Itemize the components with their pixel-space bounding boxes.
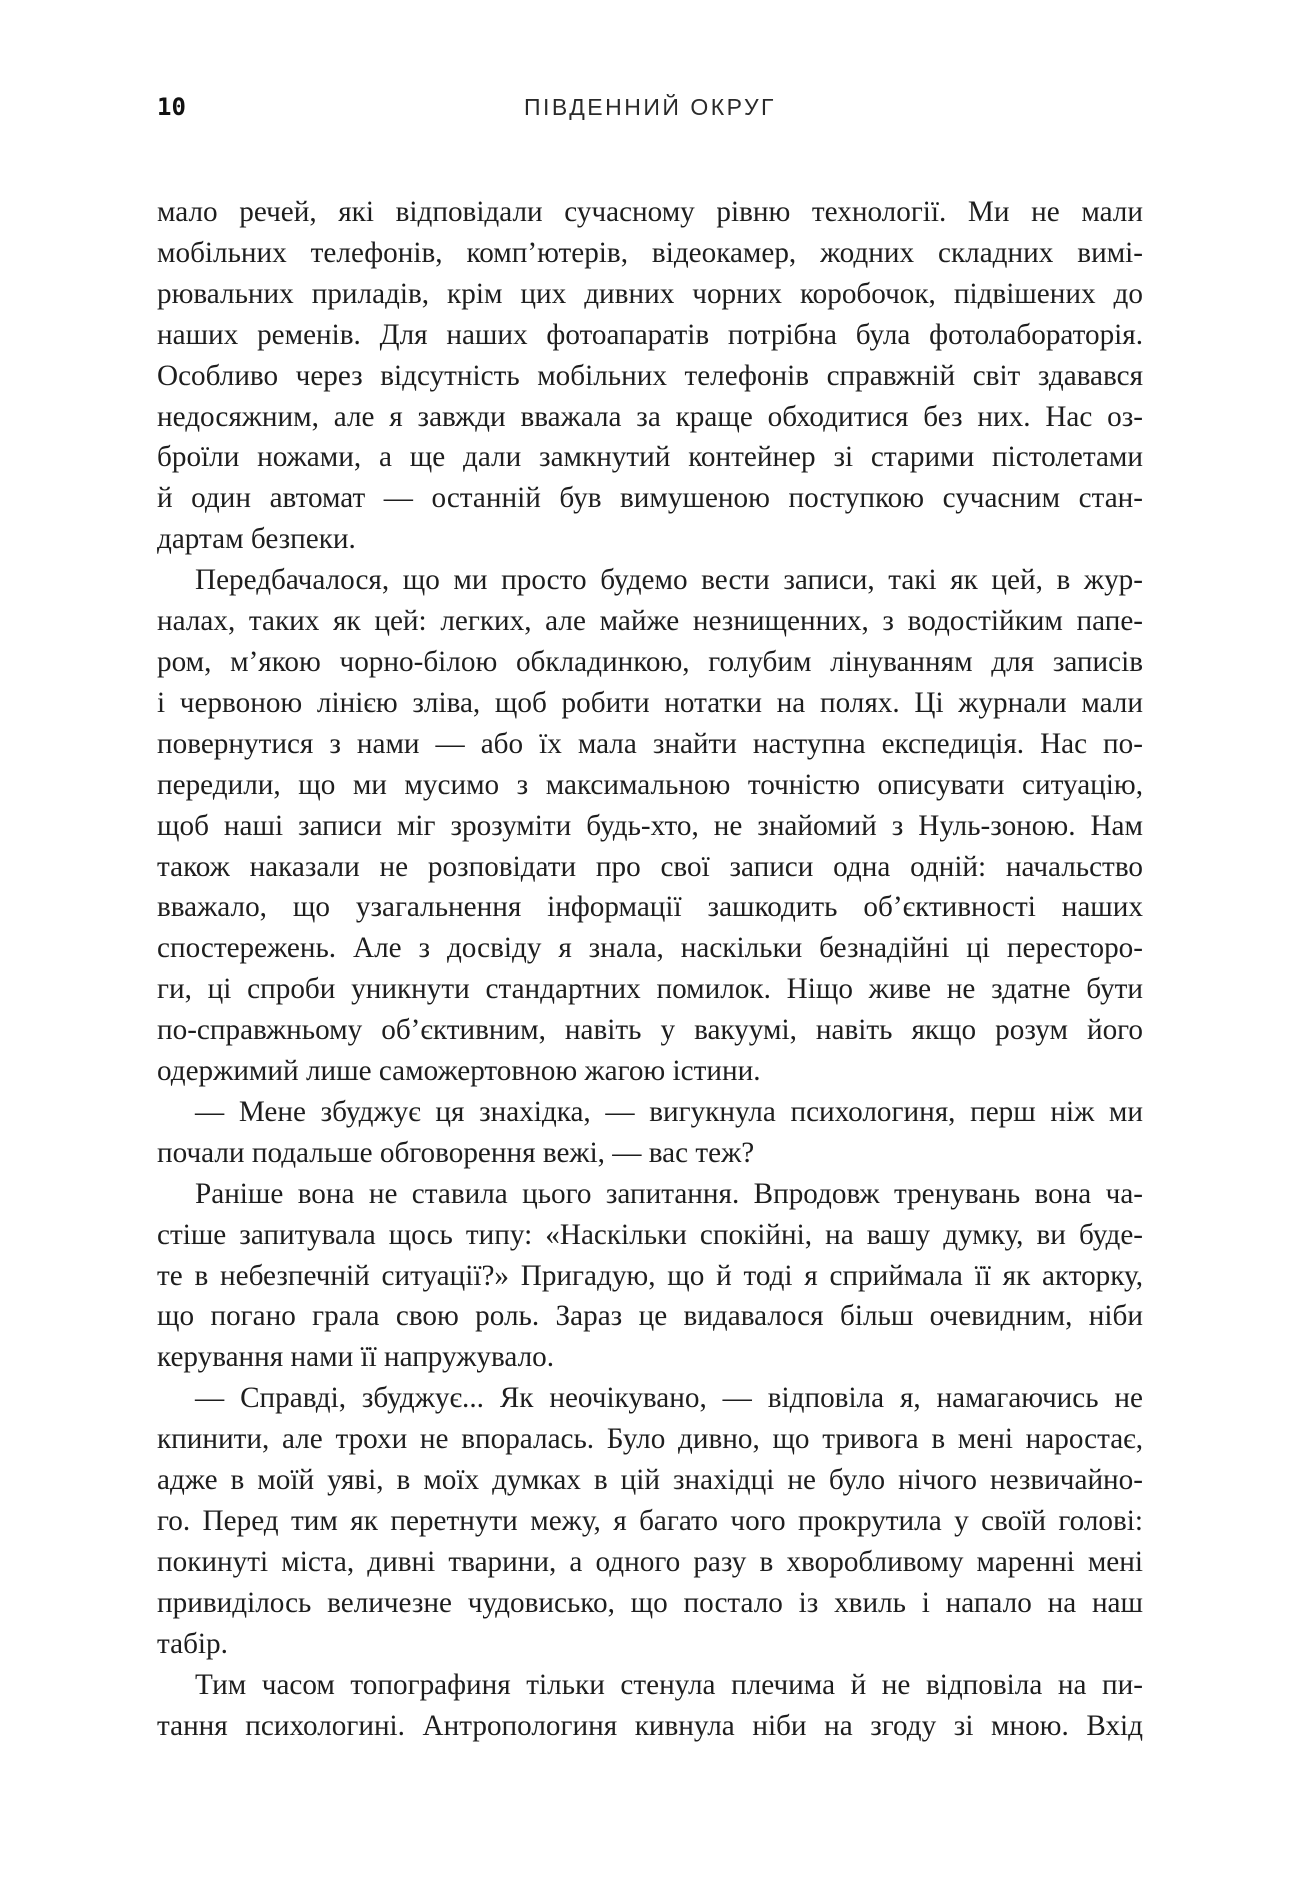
paragraph: [157, 1092, 1143, 1174]
text-line: те в небезпечній ситуації?» Пригадую, що й тоді я сприймала її як акторку,: [157, 1259, 1143, 1292]
text-line: налах, таких як цей: легких, але майже незнищенних, з водостійким папе-: [157, 605, 1143, 638]
text-line: табір.: [157, 1627, 228, 1660]
running-title: ПІВДЕННИЙ ОКРУГ: [523, 94, 777, 120]
text-line: броїли ножами, а ще дали замкнутий контейнер зі старими пістолетами: [157, 441, 1143, 474]
text-line: недосяжним, але я завжди вважала за краще обходитися без них. Нас оз-: [157, 400, 1143, 433]
text-line: ром, м’якою чорно-білою обкладинкою, голубим лінуванням для записів: [157, 645, 1143, 678]
text-line: Передбачалося, що ми просто будемо вести записи, такі як цей, в жур-: [195, 564, 1143, 597]
text-line: повернутися з нами — або їх мала знайти наступна експедиція. Нас по-: [157, 727, 1143, 760]
text-line: дартам безпеки.: [157, 523, 356, 556]
text-line: мало речей, які відповідали сучасному рівню технології. Ми не мали: [157, 196, 1143, 228]
text-line: — Справді, збуджує... Як неочікувано, — відповіла я, намагаючись не: [195, 1382, 1143, 1415]
paragraph: [157, 1378, 1143, 1664]
text-line: і червоною лінією зліва, щоб робити нотатки на полях. Ці журнали мали: [157, 686, 1143, 719]
paragraph: [157, 1665, 1143, 1747]
text-line: щоб наші записи міг зрозуміти будь-хто, не знайомий з Нуль-зоною. Нам: [157, 809, 1143, 842]
text-line: вважало, що узагальнення інформації зашкодить об’єктивності наших: [157, 891, 1143, 924]
text-line: почали подальше обговорення вежі, — вас теж?: [157, 1136, 755, 1169]
text-line: Раніше вона не ставила цього запитання. Впродовж тренувань вона ча-: [195, 1177, 1143, 1210]
text-line: по-справжньому об’єктивним, навіть у вакуумі, навіть якщо розум його: [157, 1014, 1143, 1047]
text-line: керування нами її напружувало.: [157, 1341, 555, 1374]
text-line: ги, ці спроби уникнути стандартних помилок. Ніщо живе не здатне бути: [157, 973, 1143, 1006]
paragraph: [157, 1174, 1143, 1379]
text-line: стіше запитувала щось типу: «Наскільки спокійні, на вашу думку, ви буде-: [157, 1218, 1143, 1251]
text-line: кпинити, але трохи не впоралась. Було дивно, що тривога в мені наростає,: [157, 1423, 1143, 1456]
text-line: — Мене збуджує ця знахідка, — вигукнула психологиня, перш ніж ми: [195, 1095, 1143, 1128]
text-line: передили, що ми мусимо з максимальною точністю описувати ситуацію,: [157, 768, 1143, 801]
paragraph: [157, 560, 1143, 1092]
text-line: го. Перед тим як перетнути межу, я багато чого прокрутила у своїй голові:: [157, 1505, 1143, 1537]
text-line: Особливо через відсутність мобільних телефонів справжній світ здавався: [157, 359, 1143, 392]
text-line: покинуті міста, дивні тварини, а одного разу в хворобливому маренні мені: [157, 1545, 1143, 1578]
text-line: спостережень. Але з досвіду я знала, наскільки безнадійні ці перестoро-: [157, 932, 1143, 965]
text-line: що погано грала свою роль. Зараз це видавалося більш очевидним, ніби: [157, 1300, 1143, 1333]
text-line: наших ременів. Для наших фотоапаратів потрібна була фотолабораторія.: [157, 318, 1143, 351]
body-text: [157, 192, 1143, 1746]
text-line: адже в моїй уяві, в моїх думках в цій знахідці не було нічого незвичайно-: [157, 1464, 1143, 1497]
text-line: рювальних приладів, крім цих дивних чорних коробочок, підвішених до: [157, 277, 1143, 310]
page-number: 10: [157, 93, 186, 121]
text-line: також наказали не розповідати про свої записи одна одній: начальство: [157, 850, 1143, 883]
running-head: [157, 90, 1143, 126]
text-line: привиділось величезне чудовисько, що постало із хвиль і напало на наш: [157, 1586, 1143, 1619]
text-line: й один автомат — останній був вимушеною поступкою сучасним стан-: [157, 482, 1143, 515]
text-line: одержимий лише саможертовною жагою істини.: [157, 1055, 761, 1088]
text-line: Тим часом топографиня тільки стенула плечима й не відповіла на пи-: [195, 1668, 1143, 1701]
text-line: мобільних телефонів, комп’ютерів, відеокамер, жодних складних вимі-: [157, 236, 1143, 269]
text-line: тання психологині. Антропологиня кивнула ніби на згоду зі мною. Вхід: [157, 1709, 1143, 1742]
paragraph: [157, 192, 1143, 560]
